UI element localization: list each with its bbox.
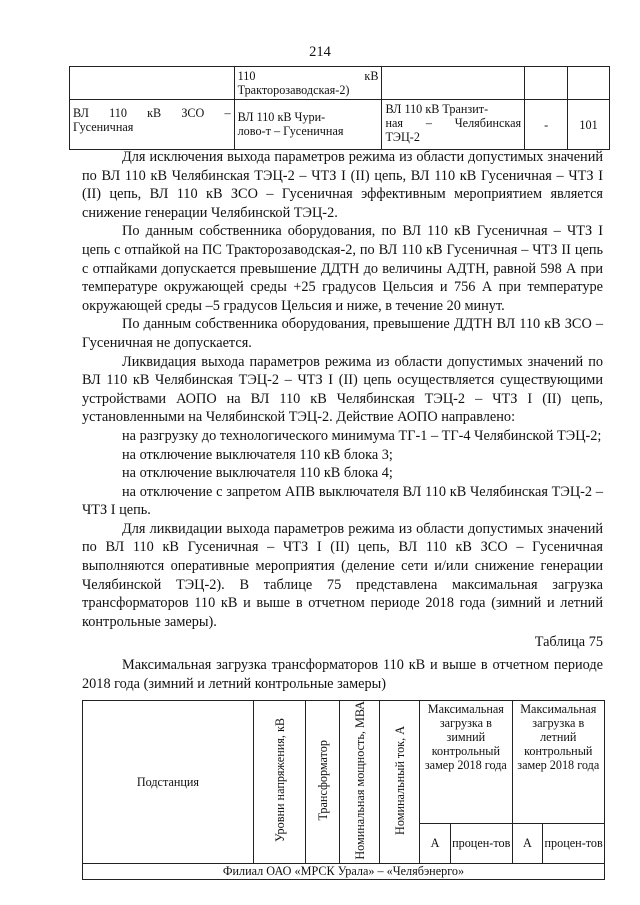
table-row bbox=[83, 863, 605, 879]
header-rated-power: Номинальная мощность, МВА bbox=[340, 701, 380, 864]
paragraph: Для ликвидации выхода параметров режима из области допустимых значений по ВЛ 110 кВ Гусеничная – ЧТЗ I (II) цепь, ВЛ 110 кВ ЗСО – Гусеничная выполняются оперативные мероприятия (деление сети и/или снижение генерации Челябинской ТЭЦ-2). В таблице 75 представлена максимальная загрузка трансформаторов 110 кВ и выше в отчетном периоде 2018 года (зимний и летний контрольные замеры). bbox=[82, 520, 603, 630]
header-transformer: Трансформатор bbox=[306, 701, 340, 864]
table-label: Таблица 75 bbox=[534, 634, 603, 651]
list-item: на отключение выключателя 110 кВ блока 3; bbox=[122, 446, 393, 463]
body-text bbox=[82, 148, 603, 693]
list-item: на отключение с запретом АПВ выключателя ВЛ 110 кВ Челябинская ТЭЦ-2 – ЧТЗ I цепь. bbox=[82, 483, 603, 519]
table-cell bbox=[382, 67, 525, 100]
table-cell: 110 кВ Тракторозаводская-2) bbox=[234, 67, 382, 100]
header-summer-percent: процен-тов bbox=[543, 823, 605, 863]
table-cell: 101 bbox=[568, 100, 610, 150]
header-winter-amps: А bbox=[420, 823, 451, 863]
table-cell: - bbox=[525, 100, 568, 150]
header-winter-max: Максимальная загрузка в зимний контрольный замер 2018 года bbox=[420, 701, 512, 824]
table-header-row bbox=[83, 701, 605, 824]
table-title: Максимальная загрузка трансформаторов 110 кВ и выше в отчетном периоде 2018 года (зимний и летний контрольные замеры) bbox=[82, 657, 603, 692]
table-cell bbox=[525, 67, 568, 100]
paragraph: По данным собственника оборудования, превышение ДДТН ВЛ 110 кВ ЗСО – Гусеничная не допускается. bbox=[82, 316, 603, 351]
paragraph: По данным собственника оборудования, по ВЛ 110 кВ Гусеничная – ЧТЗ I цепь с отпайкой на ПС Тракторозаводская-2, по ВЛ 110 кВ Гусеничная – ЧТЗ II цепь с отпайками допускается превышение ДДТН до величины АДТН, равной 598 А при температуре окружающей среды +25 градусов Цельсия и 756 А при температуре окружающей среды –5 градусов Цельсия и ниже, в течение 20 минут. bbox=[82, 223, 603, 314]
table-row bbox=[70, 67, 610, 100]
list-item: на разгрузку до технологического минимума ТГ-1 – ТГ-4 Челябинской ТЭЦ-2; bbox=[122, 427, 602, 444]
header-winter-percent: процен-тов bbox=[450, 823, 512, 863]
table-cell bbox=[568, 67, 610, 100]
page-number: 214 bbox=[309, 44, 331, 60]
paragraph: Для исключения выхода параметров режима из области допустимых значений по ВЛ 110 кВ Челябинская ТЭЦ-2 – ЧТЗ I (II) цепь, ВЛ 110 кВ Гусеничная – ЧТЗ I (II) цепь, ВЛ 110 кВ ЗСО – Гусеничная эффективным мероприятием является снижение генерации Челябинской ТЭЦ-2. bbox=[82, 149, 603, 221]
paragraph: Ликвидация выхода параметров режима из области допустимых значений по ВЛ 110 кВ Челябинская ТЭЦ-2 – ЧТЗ I (II) цепь осуществляется существующими устройствами АОПО на ВЛ 110 кВ Челябинская ТЭЦ-2 – ЧТЗ I (II) цепь, установленными на Челябинской ТЭЦ-2. Действие АОПО направлено: bbox=[82, 353, 603, 426]
list-item: на отключение выключателя 110 кВ блока 4; bbox=[122, 465, 393, 482]
header-summer-amps: А bbox=[512, 823, 543, 863]
table-cell: ВЛ 110 кВ Чури- лово-т – Гусеничная bbox=[234, 100, 382, 150]
table-cell: ВЛ 110 кВ ЗСО – Гусеничная bbox=[70, 100, 235, 150]
header-summer-max: Максимальная загрузка в летний контрольный замер 2018 года bbox=[512, 701, 604, 824]
table-row bbox=[70, 100, 610, 150]
table-cell: ВЛ 110 кВ Транзит- ная – Челябинская ТЭЦ-2 bbox=[382, 100, 525, 150]
header-rated-current: Номинальный ток, А bbox=[380, 701, 420, 864]
header-substation: Подстанция bbox=[83, 701, 254, 864]
continued-table bbox=[69, 66, 610, 150]
header-voltage-levels: Уровни напряжения, кВ bbox=[253, 701, 305, 864]
transformer-load-table bbox=[82, 700, 605, 880]
table-cell bbox=[70, 67, 235, 100]
branch-row: Филиал ОАО «МРСК Урала» – «Челябэнерго» bbox=[83, 863, 605, 879]
